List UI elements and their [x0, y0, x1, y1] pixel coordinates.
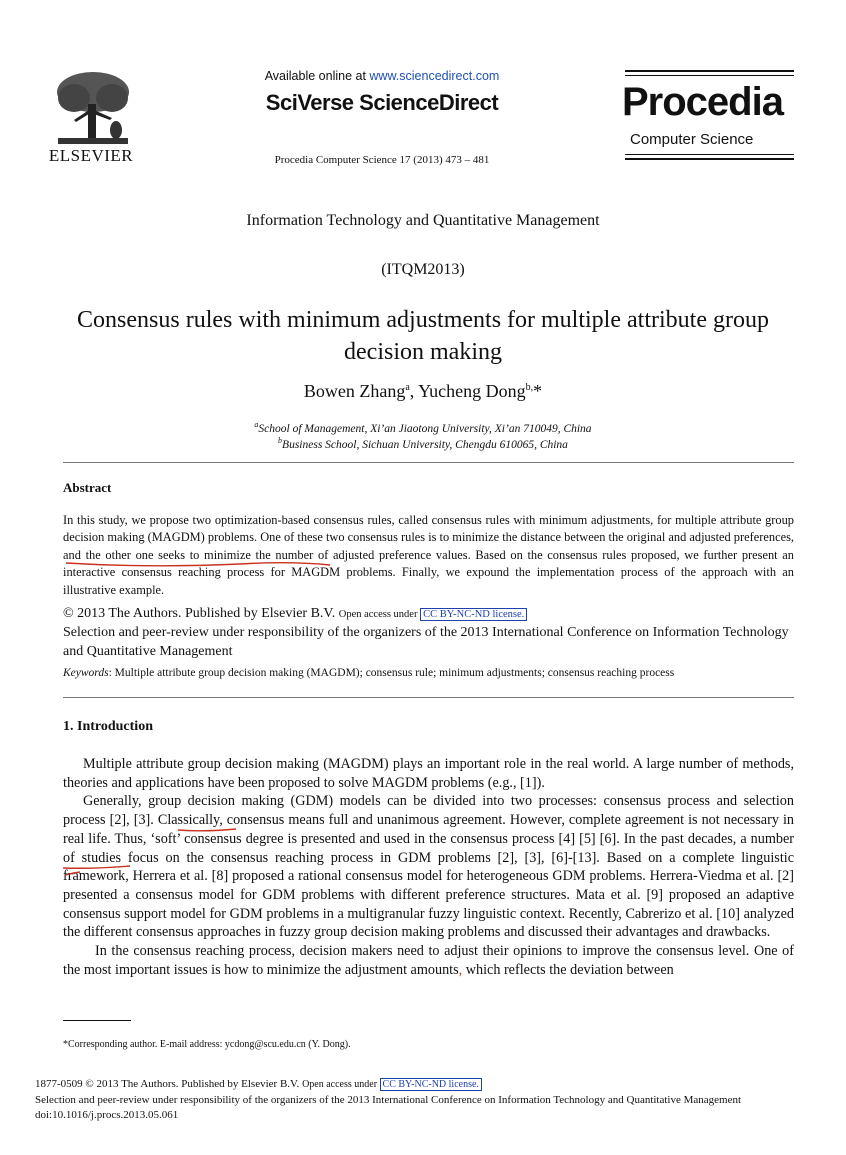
footer-license-link[interactable]: CC BY-NC-ND license.	[380, 1078, 482, 1091]
journal-reference: Procedia Computer Science 17 (2013) 473 – 481	[274, 154, 490, 166]
intro-paragraph-3-red-comma: ,	[458, 961, 463, 978]
keywords-label: Keywords	[63, 667, 109, 679]
author-1-affil: a	[405, 382, 410, 393]
section-heading-introduction: 1. Introduction	[63, 719, 153, 734]
affiliation-a	[0, 420, 846, 435]
divider-abstract	[63, 697, 794, 698]
publisher-name: ELSEVIER	[48, 146, 134, 165]
footer-issn: 1877-0509 © 2013 The Authors. Published by Elsevier B.V.	[35, 1078, 303, 1090]
peer-review-note: Selection and peer-review under responsibility of the organizers of the 2013 International Conference on Information Technology and Quantitative Management	[63, 625, 789, 659]
author-2-affil: b,	[525, 382, 534, 393]
paper-title: Consensus rules with minimum adjustments for multiple attribute group decision making	[77, 307, 769, 365]
footer-selection: Selection and peer-review under responsibility of the organizers of the 2013 International Conference on Information Technology and Quantitative Management	[35, 1093, 742, 1106]
corresponding-mark: *	[533, 381, 543, 401]
footer-open-access: Open access under	[302, 1079, 380, 1090]
intro-paragraph-3	[63, 942, 794, 979]
footer-doi[interactable]: doi:10.1016/j.procs.2013.05.061	[35, 1109, 179, 1122]
corresponding-author-footnote: *Corresponding author. E-mail address: ycdong@scu.edu.cn (Y. Dong).	[63, 1039, 351, 1050]
elsevier-tree-logo	[52, 68, 134, 150]
keywords-text: : Multiple attribute group decision making (MAGDM); consensus rule; minimum adjustments; consensus reaching process	[108, 667, 675, 679]
license-link[interactable]: CC BY-NC-ND license.	[420, 608, 527, 621]
divider-top	[63, 462, 794, 463]
journal-brand-subtitle: Computer Science	[630, 131, 754, 148]
footer-issn-line	[35, 1077, 795, 1093]
abstract-text: In this study, we propose two optimization-based consensus rules, called consensus rules with minimum adjustments, for multiple attribute group decision making (MAGDM) problems. One of these two consensus rules is to minimize the distance between the original and adjusted preferences, and the other one seeks to minimize the number of adjusted preference values. Based on the consensus rules proposed, we further present an interactive consensus reaching process for MAGDM problems. Finally, we expound the implementation process of the approach with an illustrative example.	[63, 513, 794, 597]
journal-brand: Procedia	[622, 80, 783, 124]
author-list	[0, 381, 846, 402]
affiliation-b-text: Business School, Sichuan University, Chengdu 610065, China	[282, 438, 568, 451]
intro-paragraph-2: Generally, group decision making (GDM) models can be divided into two processes: consensus process and selection process [2], [3]. Classically, consensus means full and unanimous agreement. However, complete agreement is not necessary in real life. Thus, ‘soft’ consensus degree is presented and used in the consensus process [4] [5] [6]. In the past decades, a number of studies focus on the consensus reaching process in GDM problems [2], [3], [6]-[13]. Based on a complete linguistic framework, Herrera et al. [8] proposed a rational consensus model for heterogeneous GDM problems. Herrera-Viedma et al. [2] presented a consensus model for GDM problems with different preference structures. Mata et al. [9] proposed an adaptive consensus support model for GDM problems in a multigranular fuzzy linguistic context. Recently, Cabrerizo et al. [10] analyzed the different consensus approaches in fuzzy group decision making problems and discussed their advantages and drawbacks.	[63, 793, 794, 941]
intro-paragraph-3-main: In the consensus reaching process, decision makers need to adjust their opinions to improve the consensus level. One of the most important issues is how to minimize the adjustment amounts	[63, 943, 794, 978]
author-2: Yucheng Dong	[418, 381, 526, 401]
introduction-body	[63, 755, 794, 979]
journal-brand-rule-top	[625, 70, 794, 76]
affiliation-b-mark: b	[278, 436, 283, 445]
conference-name: Information Technology and Quantitative Management	[246, 212, 600, 229]
copyright-text: © 2013 The Authors. Published by Elsevier B.V.	[63, 606, 339, 621]
affiliation-a-mark: a	[254, 420, 259, 429]
availability-line	[232, 69, 532, 83]
intro-paragraph-1: Multiple attribute group decision making (MAGDM) plays an important role in the real world. A large number of methods, theories and applications have been proposed to solve MAGDM problems (e.g., [1]).	[63, 756, 794, 791]
affiliation-a-text: School of Management, Xi’an Jiaotong University, Xi’an 710049, China	[258, 422, 592, 435]
platform-logo: SciVerse ScienceDirect	[265, 90, 499, 115]
copyright-line	[63, 606, 794, 622]
open-access-text: Open access under	[338, 609, 421, 620]
abstract-heading: Abstract	[63, 480, 112, 495]
affiliation-b	[0, 436, 846, 451]
author-separator: ,	[409, 381, 419, 401]
available-prefix: Available online at	[264, 69, 370, 83]
page-footer	[35, 1077, 795, 1124]
conference-code: (ITQM2013)	[381, 261, 465, 278]
intro-paragraph-3-tail: which reflects the deviation between	[462, 961, 674, 978]
journal-brand-rule-bottom	[625, 154, 794, 160]
author-1: Bowen Zhang	[303, 381, 406, 401]
sciencedirect-link[interactable]: www.sciencedirect.com	[369, 69, 500, 83]
keywords-line	[63, 667, 794, 679]
footnote-rule	[63, 1020, 131, 1021]
